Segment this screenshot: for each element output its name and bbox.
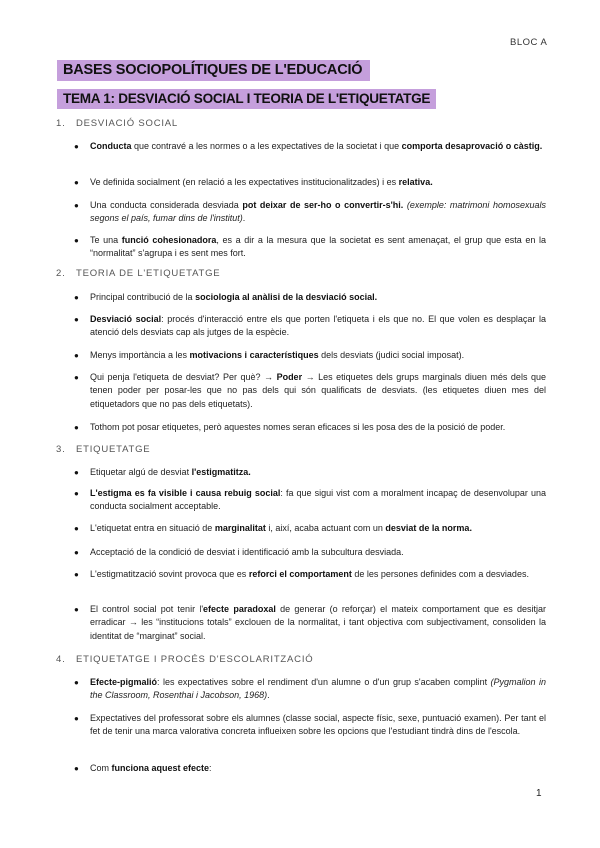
plain-text: que contravé a les normes o a les expectatives de la societat i que xyxy=(131,141,402,151)
plain-text: de les persones definides com a desviades. xyxy=(351,569,529,579)
list-item xyxy=(74,546,546,559)
plain-text: , es a dir a la mesura que la societat es sent amenaçat, el grup que esta en la “normalitat” s'agrupa i es sent mes fort. xyxy=(90,235,546,259)
bullet-icon: ● xyxy=(74,570,79,579)
plain-text: dels desviats (judici social imposat). xyxy=(318,350,465,360)
bullet-icon: ● xyxy=(74,468,79,477)
section-heading-teoria-etiquetatge xyxy=(56,268,220,279)
section-number: 1. xyxy=(56,118,66,129)
list-item xyxy=(74,676,546,703)
plain-text: i, així, acaba actuant com un xyxy=(265,523,386,533)
plain-text: Com xyxy=(90,763,112,773)
section-number: 4. xyxy=(56,654,66,665)
topic-title: TEMA 1: DESVIACIÓ SOCIAL I TEORIA DE L'ETIQUETATGE xyxy=(57,89,436,109)
list-item xyxy=(74,487,546,514)
bullet-icon: ● xyxy=(74,351,79,360)
plain-text: . xyxy=(267,690,270,701)
list-item xyxy=(74,234,546,261)
bullet-icon: ● xyxy=(74,524,79,533)
bold-text: Poder xyxy=(276,372,303,382)
bold-text: efecte paradoxal xyxy=(203,604,276,614)
list-item xyxy=(74,421,546,434)
list-item-text xyxy=(90,199,546,226)
plain-text: Expectatives del professorat sobre els alumnes (classe social, aspecte físic, sexe, puntuació examen). Per tant el fet de tenir una marca valorativa concreta influeixen sobre les opcions que l'estudiant tindrà dins de l'escola. xyxy=(90,713,546,737)
bullet-icon: ● xyxy=(74,423,79,432)
list-item xyxy=(74,466,546,479)
list-item xyxy=(74,371,546,411)
section-number: 3. xyxy=(56,444,66,455)
section-heading-text: TEORIA DE L'ETIQUETATGE xyxy=(76,268,221,279)
section-heading-text: ETIQUETATGE I PROCÉS D'ESCOLARITZACIÓ xyxy=(76,654,314,665)
bold-text: marginalitat xyxy=(214,523,266,533)
list-item-text xyxy=(90,313,546,340)
plain-text: : procés d'interacció entre els que porten l'etiqueta i els que no. El que volen es desplaçar la atenció dels desviats cap als jutges de la espècie. xyxy=(90,314,546,338)
bold-text: Conducta xyxy=(90,141,132,151)
header-bloc-label: BLOC A xyxy=(510,37,548,48)
plain-text: . xyxy=(242,213,246,224)
plain-text: : xyxy=(209,763,212,773)
list-item-text xyxy=(90,371,546,411)
bold-text: reforci el comportament xyxy=(248,569,352,579)
plain-text: Te una xyxy=(90,235,122,245)
bold-text: relativa. xyxy=(398,177,433,187)
plain-text: Qui penja l'etiqueta de desviat? Per què? → xyxy=(90,372,277,382)
list-item xyxy=(74,603,546,643)
bold-text: l'estigmatitza. xyxy=(191,467,251,477)
plain-text: Menys importància a les xyxy=(90,350,190,360)
list-item xyxy=(74,712,546,739)
section-heading-etiquetatge xyxy=(56,444,150,455)
plain-text: L'etiquetat entra en situació de xyxy=(90,523,215,533)
list-item-text xyxy=(90,676,546,703)
list-item-text xyxy=(90,349,546,362)
plain-text: Acceptació de la condició de desviat i identificació amb la subcultura desviada. xyxy=(90,547,404,557)
bullet-icon: ● xyxy=(74,373,79,382)
bullet-icon: ● xyxy=(74,548,79,557)
section-heading-desviacio-social xyxy=(56,118,178,129)
list-item-text xyxy=(90,291,546,304)
document-title: BASES SOCIOPOLÍTIQUES DE L'EDUCACIÓ xyxy=(57,60,370,81)
bullet-icon: ● xyxy=(74,315,79,324)
list-item xyxy=(74,199,546,226)
plain-text: Etiquetar algú de desviat xyxy=(90,467,192,477)
section-heading-text: DESVIACIÓ SOCIAL xyxy=(76,118,179,129)
list-item-text xyxy=(90,712,546,739)
plain-text: Una conducta considerada desviada xyxy=(90,200,243,210)
bold-text: Efecte-pigmalió xyxy=(90,677,158,687)
list-item xyxy=(74,349,546,362)
plain-text: El control social pot tenir l' xyxy=(90,604,204,614)
bullet-icon: ● xyxy=(74,142,79,151)
bold-text: L'estigma es fa visible i causa rebuig social xyxy=(90,488,281,498)
list-item xyxy=(74,762,546,775)
list-item-text xyxy=(90,568,546,581)
list-item-text xyxy=(90,522,546,535)
bullet-icon: ● xyxy=(74,678,79,687)
plain-text: → Les etiquetes dels grups marginals diuen més dels que tenen poder per posar-les que no pas dels qui són qualificats de desviats. (les etiquetes diuen mes del etiquetadors que no pas dels etiquetats). xyxy=(90,372,546,409)
list-item-text xyxy=(90,176,546,189)
bullet-icon: ● xyxy=(74,178,79,187)
plain-text: : fa que sigui vist com a moralment incapaç de desenvolupar una conducta socialment acceptable. xyxy=(90,488,546,512)
list-item-text xyxy=(90,234,546,261)
bullet-icon: ● xyxy=(74,764,79,773)
page-number: 1 xyxy=(536,788,542,799)
bullet-icon: ● xyxy=(74,201,79,210)
list-item xyxy=(74,176,546,189)
italic-text: (exemple: matrimoni homosexuals segons el país, fumar dins de l'institut) xyxy=(90,200,547,224)
list-item xyxy=(74,140,546,153)
plain-text: de generar (o reforçar) el mateix comportament que es desitjar erradicar → les “institucions totals” exclouen de la normalitat, i tant objectiva com subjectivament, consoliden la identitat de “marginat” social. xyxy=(90,604,546,641)
list-item-text xyxy=(90,140,546,153)
list-item xyxy=(74,291,546,304)
section-heading-text: ETIQUETATGE xyxy=(76,444,151,455)
bold-text: motivacions i característiques xyxy=(189,350,319,360)
italic-text: (Pygmalion in the Classroom, Rosenthai i Jacobson, 1968) xyxy=(90,677,546,701)
list-item xyxy=(74,568,546,581)
bold-text: Desviació social xyxy=(90,314,162,324)
list-item-text xyxy=(90,466,546,479)
plain-text: Tothom pot posar etiquetes, però aquestes nomes seran eficaces si les posa des de la posició de poder. xyxy=(90,422,506,432)
bold-text: funció cohesionadora xyxy=(121,235,217,245)
bullet-icon: ● xyxy=(74,489,79,498)
bold-text: funciona aquest efecte xyxy=(111,763,210,773)
bold-text: pot deixar de ser-ho o convertir-s'hi. xyxy=(242,200,404,210)
bold-text: comporta desaprovació o càstig. xyxy=(401,141,543,151)
plain-text: L'estigmatització sovint provoca que es xyxy=(90,569,249,579)
list-item-text xyxy=(90,762,546,775)
list-item xyxy=(74,522,546,535)
bullet-icon: ● xyxy=(74,293,79,302)
bold-text: desviat de la norma. xyxy=(385,523,472,533)
plain-text: : les expectatives sobre el rendiment d'un alumne o d'un grup s'acaben complint xyxy=(157,677,491,687)
list-item-text xyxy=(90,603,546,643)
plain-text: Principal contribució de la xyxy=(90,292,196,302)
section-number: 2. xyxy=(56,268,66,279)
list-item-text xyxy=(90,546,546,559)
bold-text: sociologia al anàlisi de la desviació social. xyxy=(195,292,378,302)
plain-text: Ve definida socialment (en relació a les expectatives institucionalitzades) i es xyxy=(90,177,399,187)
list-item xyxy=(74,313,546,340)
section-heading-etiquetatge-escolaritzacio xyxy=(56,654,313,665)
list-item-text xyxy=(90,487,546,514)
bullet-icon: ● xyxy=(74,714,79,723)
list-item-text xyxy=(90,421,546,434)
bullet-icon: ● xyxy=(74,605,79,614)
bullet-icon: ● xyxy=(74,236,79,245)
